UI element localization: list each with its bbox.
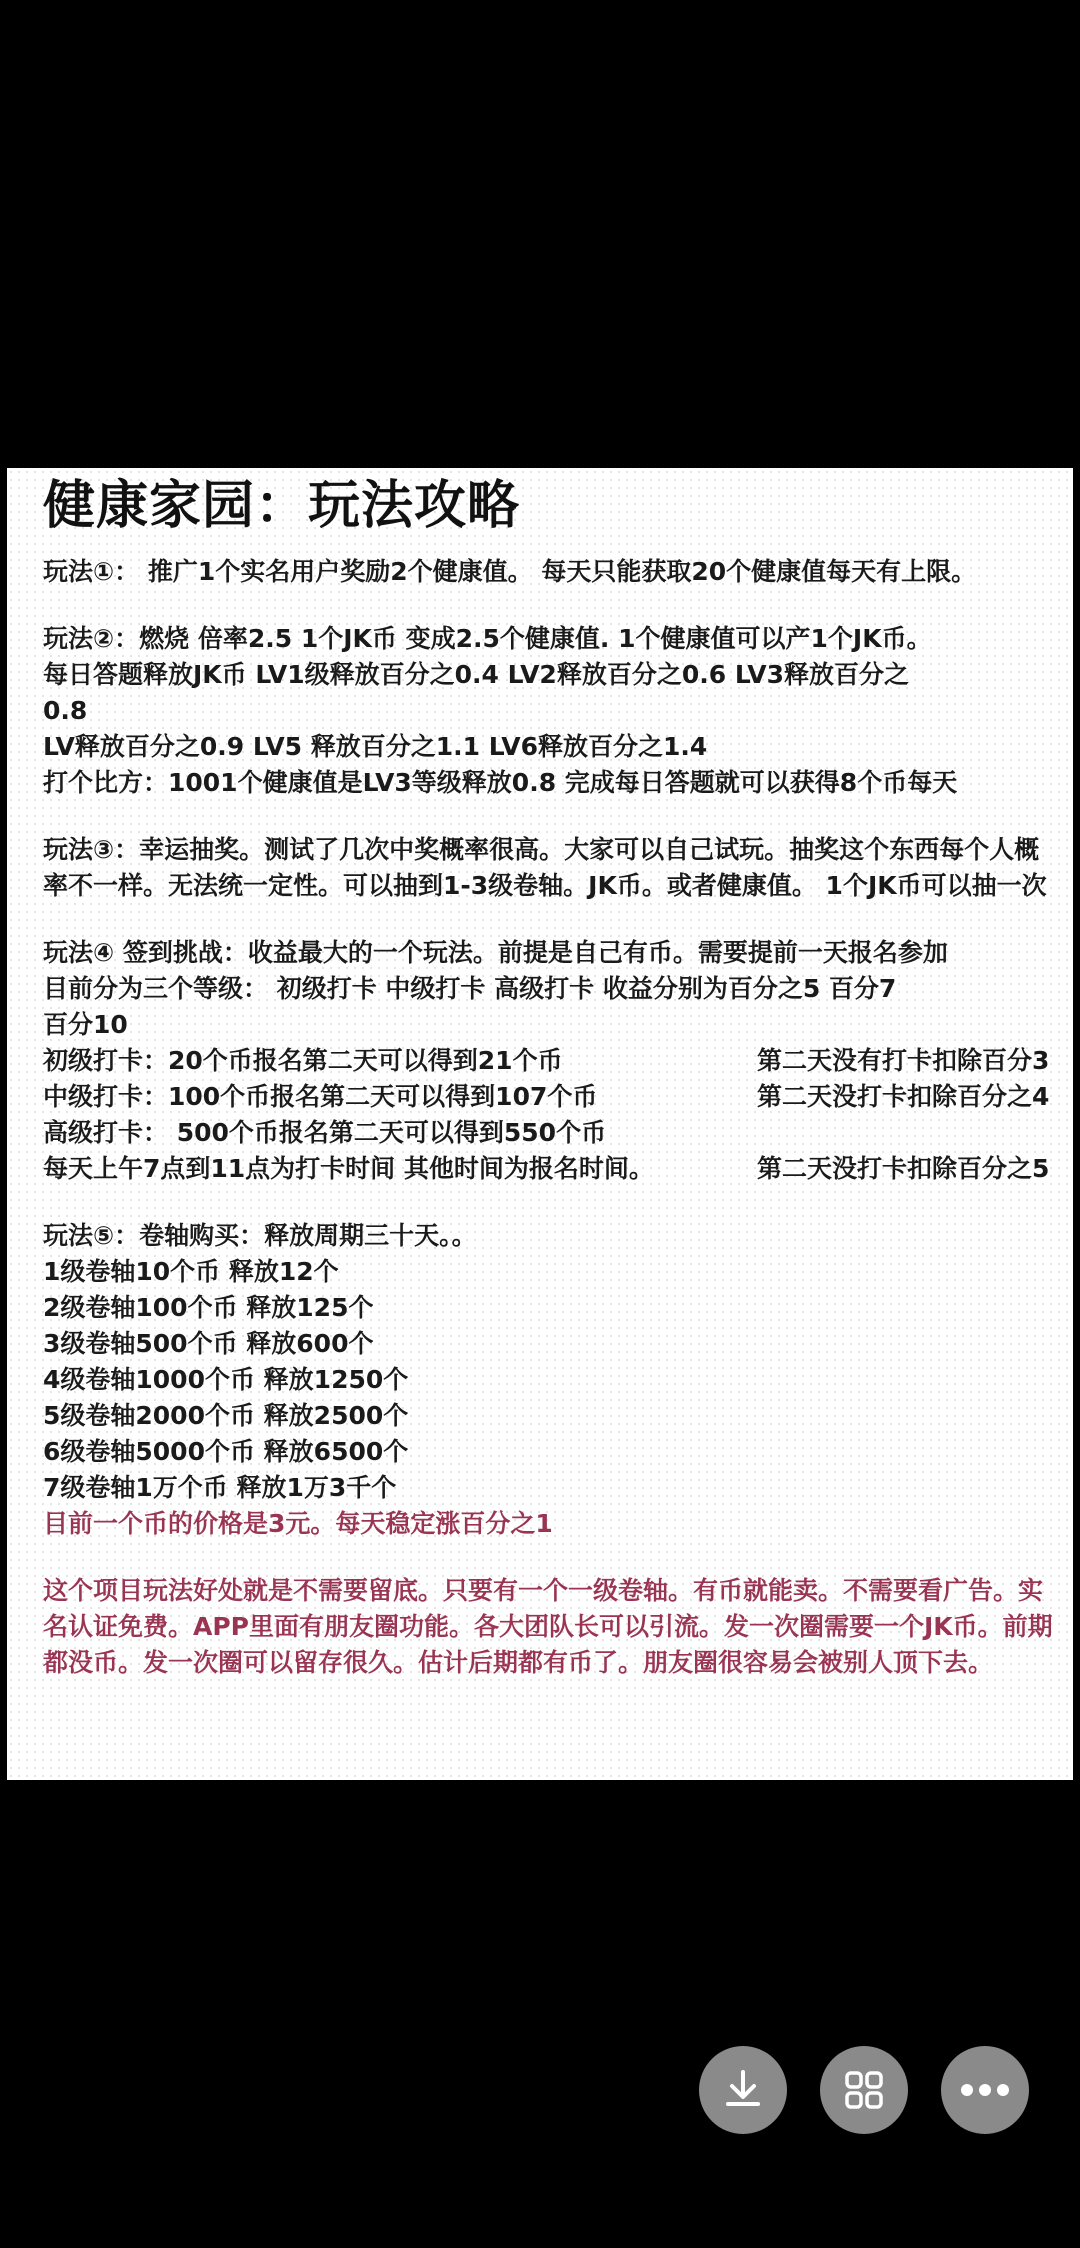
section-4-row: [43, 1079, 1063, 1115]
more-icon: [957, 2080, 1013, 2100]
row-left: 初级打卡：20个币报名第二天可以得到21个币: [43, 1046, 563, 1075]
grid-view-button[interactable]: [820, 2046, 908, 2134]
download-button[interactable]: [699, 2046, 787, 2134]
scroll-item: 5级卷轴2000个币 释放2500个: [43, 1401, 409, 1430]
scroll-item: 6级卷轴5000个币 释放6500个: [43, 1437, 409, 1466]
guide-image: [7, 468, 1073, 1780]
download-icon: [719, 2066, 767, 2114]
page-title: 健康家园：玩法攻略: [43, 476, 521, 536]
section-3-text: 玩法③：幸运抽奖。测试了几次中奖概率很高。大家可以自己试玩。抽奖这个东西每个人概率不一样。无法统一定性。可以抽到1-3级卷轴。JK币。或者健康值。 1个JK币可以抽一次: [43, 835, 1047, 900]
section-2-line-1: 玩法②：燃烧 倍率2.5 1个JK币 变成2.5个健康值. 1个健康值可以产1个JK币。: [43, 624, 932, 653]
section-4-intro: 玩法④ 签到挑战：收益最大的一个玩法。前提是自己有币。需要提前一天报名参加: [43, 938, 948, 967]
scroll-item: 4级卷轴1000个币 释放1250个: [43, 1365, 409, 1394]
row-left: 高级打卡： 500个币报名第二天可以得到550个币: [43, 1118, 607, 1147]
row-left: 每天上午7点到11点为打卡时间 其他时间为报名时间。: [43, 1154, 654, 1183]
section-4-levels-cont: 百分10: [43, 1010, 128, 1039]
section-5-intro: 玩法⑤：卷轴购买：释放周期三十天。。: [43, 1221, 477, 1250]
section-2-line-4: LV释放百分之0.9 LV5 释放百分之1.1 LV6释放百分之1.4: [43, 732, 708, 761]
summary-text: 这个项目玩法好处就是不需要留底。只要有一个一级卷轴。有币就能卖。不需要看广告。实名认证免费。APP里面有朋友圈功能。各大团队长可以引流。发一次圈需要一个JK币。前期都没币。发一次圈可以留存很久。估计后期都有币了。朋友圈很容易会被别人顶下去。: [43, 1576, 1053, 1677]
section-1-line: 玩法①： 推广1个实名用户奖励2个健康值。 每天只能获取20个健康值每天有上限。: [43, 557, 977, 586]
section-4-levels: 目前分为三个等级： 初级打卡 中级打卡 高级打卡 收益分别为百分之5 百分7: [43, 974, 897, 1003]
section-2-line-2: 每日答题释放JK币 LV1级释放百分之0.4 LV2释放百分之0.6 LV3释放百分之: [43, 660, 910, 689]
scroll-item: 1级卷轴10个币 释放12个: [43, 1257, 339, 1286]
section-4-row: [43, 1043, 1063, 1079]
scroll-item: 7级卷轴1万个币 释放1万3千个: [43, 1473, 397, 1502]
row-left: 中级打卡：100个币报名第二天可以得到107个币: [43, 1082, 598, 1111]
scroll-item: 2级卷轴100个币 释放125个: [43, 1293, 374, 1322]
grid-icon: [840, 2066, 888, 2114]
section-2-line-5: 打个比方：1001个健康值是LV3等级释放0.8 完成每日答题就可以获得8个币每天: [43, 768, 958, 797]
price-note: 目前一个币的价格是3元。每天稳定涨百分之1: [43, 1509, 553, 1538]
row-right: 第二天没有打卡扣除百分3: [757, 1046, 1050, 1075]
scroll-item: 3级卷轴500个币 释放600个: [43, 1329, 374, 1358]
section-4-row: [43, 1115, 1063, 1151]
more-options-button[interactable]: [941, 2046, 1029, 2134]
row-right: 第二天没打卡扣除百分之4: [757, 1082, 1050, 1111]
section-2-line-3: 0.8: [43, 696, 88, 725]
section-4-row: [43, 1151, 1063, 1187]
row-right: 第二天没打卡扣除百分之5: [757, 1154, 1050, 1183]
